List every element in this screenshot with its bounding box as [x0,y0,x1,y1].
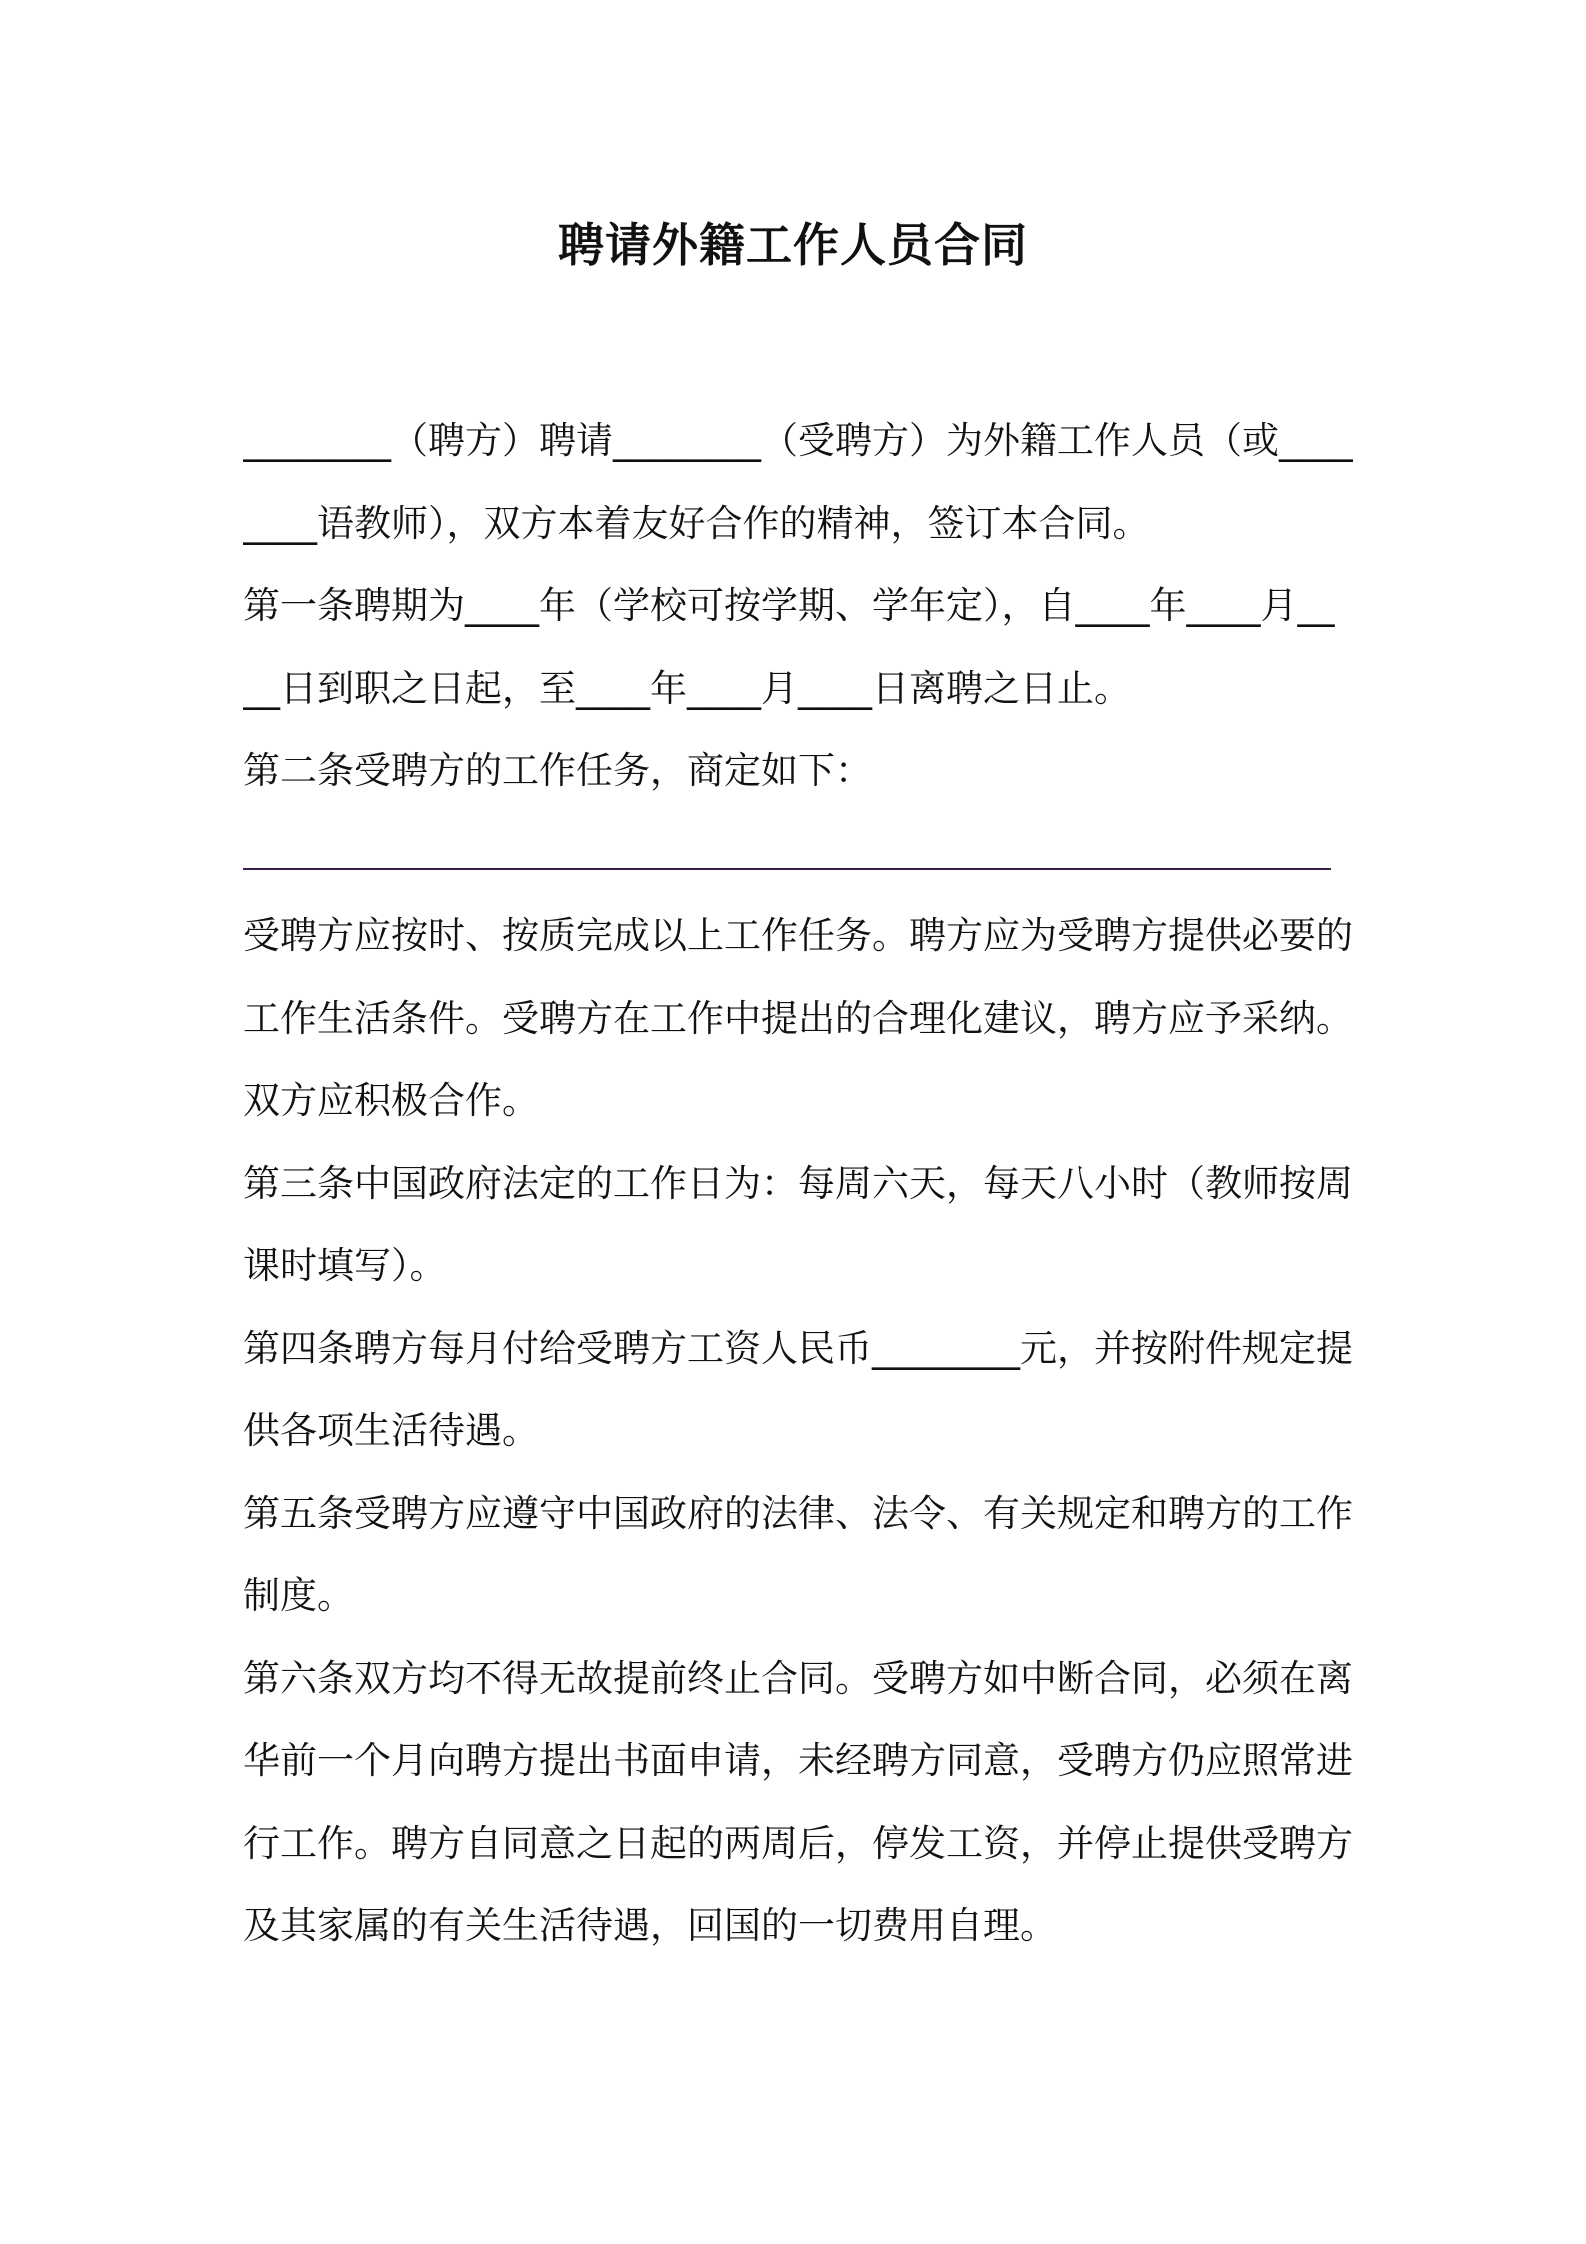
article-6-line-1: 第六条双方均不得无故提前终止合同。受聘方如中断合同，必须在离 [243,1656,1353,1700]
article-4-line-1: 第四条聘方每月付给受聘方工资人民币________元，并按附件规定提 [243,1326,1353,1370]
article-3-line-2: 课时填写）。 [243,1244,447,1287]
contract-title: 聘请外籍工作人员合同 [558,218,1028,272]
article-5-line-2: 制度。 [243,1574,354,1617]
article-1-line-2: __日到职之日起，至____年____月____日离聘之日止。 [243,666,1131,710]
article-4-line-2: 供各项生活待遇。 [243,1409,539,1452]
article-2-line-3: 双方应积极合作。 [243,1079,539,1122]
article-6-line-3: 行工作。聘方自同意之日起的两周后，停发工资，并停止提供受聘方 [243,1821,1353,1865]
article-2-heading: 第二条受聘方的工作任务，商定如下： [243,749,872,792]
article-6-line-4: 及其家属的有关生活待遇，回国的一切费用自理。 [243,1904,1057,1947]
body-line-1: ________（聘方）聘请________（受聘方）为外籍工作人员（或____ [243,419,1353,462]
work-tasks-blank [243,813,1353,896]
article-2-line-1: 受聘方应按时、按质完成以上工作任务。聘方应为受聘方提供必要的 [243,914,1353,957]
contract-body [243,400,1353,1968]
article-5-line-1: 第五条受聘方应遵守中国政府的法律、法令、有关规定和聘方的工作 [243,1491,1353,1535]
article-2-line-2: 工作生活条件。受聘方在工作中提出的合理化建议，聘方应予采纳。 [243,996,1353,1040]
article-6-line-2: 华前一个月向聘方提出书面申请，未经聘方同意，受聘方仍应照常进 [243,1739,1353,1782]
work-tasks-underline [243,868,1331,870]
body-line-2: ____语教师），双方本着友好合作的精神，签订本合同。 [243,501,1150,545]
article-3-line-1: 第三条中国政府法定的工作日为：每周六天，每天八小时（教师按周 [243,1161,1353,1205]
article-1-line-1: 第一条聘期为____年（学校可按学期、学年定），自____年____月__ [243,584,1335,627]
